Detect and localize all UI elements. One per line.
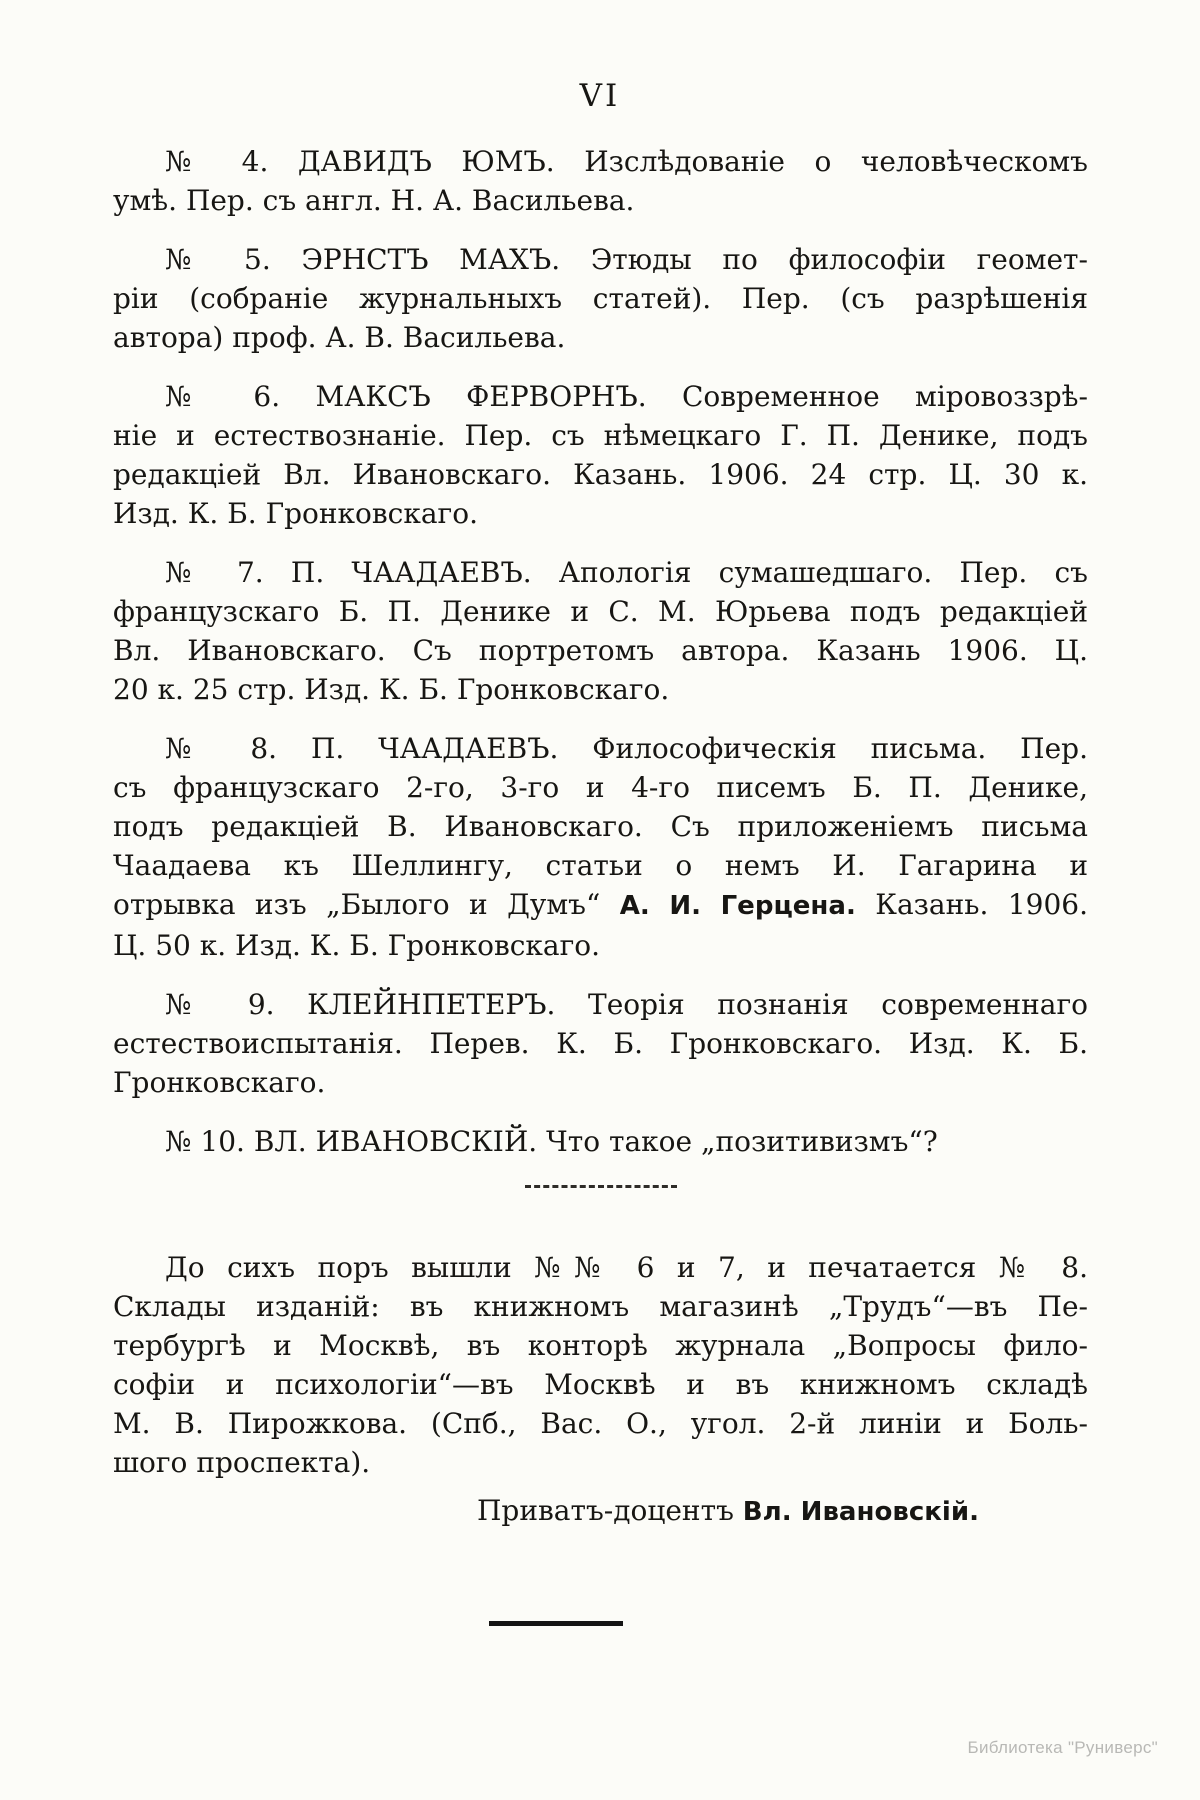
text-line: [113, 768, 1088, 807]
list-entry: [113, 240, 1088, 357]
text-line: [113, 553, 1088, 592]
text-segment: Чаадаева къ Шеллингу, статьи о немъ И. Гагарина и: [113, 849, 1088, 882]
page-body: [113, 142, 1088, 1532]
list-entry: [113, 985, 1088, 1102]
text-segment: № 4. ДАВИДЪ ЮМЪ. Изслѣдованіе о человѣческомъ: [165, 145, 1088, 178]
text-segment: Ц. 50 к. Изд. К. Б. Гронковскаго.: [113, 929, 601, 962]
text-segment: отрывка изъ „Былого и Думъ“: [113, 888, 620, 921]
end-rule: [489, 1621, 623, 1626]
text-segment: № 9. КЛЕЙНПЕТЕРЪ. Теорія познанія современнаго: [165, 988, 1088, 1021]
text-line: [113, 455, 1088, 494]
text-line: [113, 1122, 1088, 1161]
text-line: [113, 1287, 1088, 1326]
text-segment: Вл. Ивановскаго. Съ портретомъ автора. Казань 1906. Ц.: [113, 634, 1088, 667]
text-line: [113, 670, 1088, 709]
watermark: Библиотека "Руниверс": [967, 1738, 1158, 1757]
text-segment: До сихъ поръ вышли №№ 6 и 7, и печатается № 8.: [165, 1251, 1088, 1284]
text-segment: шого проспекта).: [113, 1446, 371, 1479]
text-segment: Изд. К. Б. Гронковскаго.: [113, 497, 478, 530]
page-number: VI: [579, 78, 621, 114]
text-line: [113, 416, 1088, 455]
list-entry: [113, 377, 1088, 533]
text-line: [113, 985, 1088, 1024]
text-line: [113, 1326, 1088, 1365]
text-line: [113, 631, 1088, 670]
text-line: [113, 926, 1088, 965]
text-segment: ніе и естествознаніе. Пер. съ нѣмецкаго Г. П. Денике, подъ: [113, 419, 1088, 452]
text-line: [113, 1024, 1088, 1063]
text-line: [113, 846, 1088, 885]
text-line: [113, 494, 1088, 533]
text-segment: съ французскаго 2-го, 3-го и 4-го писемъ Б. П. Денике,: [113, 771, 1088, 804]
text-segment: умѣ. Пер. съ англ. Н. А. Васильева.: [113, 184, 635, 217]
text-line: [113, 279, 1088, 318]
text-segment: редакціей Вл. Ивановскаго. Казань. 1906. 24 стр. Ц. 30 к.: [113, 458, 1088, 491]
text-segment: № 7. П. ЧААДАЕВЪ. Апологія сумашедшаго. Пер. съ: [165, 556, 1088, 589]
text-line: [113, 377, 1088, 416]
text-line: [113, 592, 1088, 631]
text-line: [113, 240, 1088, 279]
text-line: [113, 142, 1088, 181]
text-line: [113, 1248, 1088, 1287]
text-segment: № 10. ВЛ. ИВАНОВСКІЙ. Что такое „позитивизмъ“?: [165, 1125, 938, 1158]
list-entry: [113, 1122, 1088, 1161]
text-segment: автора) проф. А. В. Васильева.: [113, 321, 566, 354]
text-segment: тербургѣ и Москвѣ, въ конторѣ журнала „Вопросы фило-: [113, 1329, 1088, 1362]
signature-title: Приватъ-доцентъ: [477, 1494, 743, 1527]
text-line: [113, 1443, 1088, 1482]
text-segment: естествоиспытанія. Перев. К. Б. Гронковскаго. Изд. К. Б.: [113, 1027, 1088, 1060]
text-line: [113, 807, 1088, 846]
list-entry: [113, 553, 1088, 709]
book-list: [113, 142, 1088, 1161]
bold-text-segment: А. И. Герцена.: [619, 891, 856, 921]
signature-name: Вл. Ивановскій.: [742, 1497, 979, 1527]
text-segment: Склады изданій: въ книжномъ магазинѣ „Трудъ“—въ Пе-: [113, 1290, 1088, 1323]
text-segment: № 5. ЭРНСТЪ МАХЪ. Этюды по философіи геомет-: [165, 243, 1088, 276]
section-divider: [525, 1185, 677, 1188]
text-segment: М. В. Пирожкова. (Спб., Вас. О., угол. 2-й линіи и Боль-: [113, 1407, 1088, 1440]
text-segment: Казань. 1906.: [855, 888, 1088, 921]
text-segment: № 6. МАКСЪ ФЕРВОРНЪ. Современное міровоззрѣ-: [165, 380, 1088, 413]
text-segment: Гронковскаго.: [113, 1066, 326, 1099]
text-line: [113, 1063, 1088, 1102]
text-line: [113, 1365, 1088, 1404]
text-line: [113, 729, 1088, 768]
text-segment: подъ редакціей В. Ивановскаго. Съ приложеніемъ письма: [113, 810, 1088, 843]
list-entry: [113, 142, 1088, 220]
text-segment: 20 к. 25 стр. Изд. К. Б. Гронковскаго.: [113, 673, 670, 706]
text-segment: софіи и психологіи“—въ Москвѣ и въ книжномъ складѣ: [113, 1368, 1088, 1401]
text-line: [113, 181, 1088, 220]
text-segment: французскаго Б. П. Денике и С. М. Юрьева подъ редакціей: [113, 595, 1088, 628]
text-segment: № 8. П. ЧААДАЕВЪ. Философическія письма. Пер.: [165, 732, 1088, 765]
text-line: [113, 885, 1088, 926]
list-entry: [113, 729, 1088, 965]
signature: [113, 1491, 1088, 1532]
text-segment: ріи (собраніе журнальныхъ статей). Пер. (съ разрѣшенія: [113, 282, 1088, 315]
text-line: [113, 1404, 1088, 1443]
text-line: [113, 318, 1088, 357]
closing-paragraph: [113, 1248, 1088, 1482]
